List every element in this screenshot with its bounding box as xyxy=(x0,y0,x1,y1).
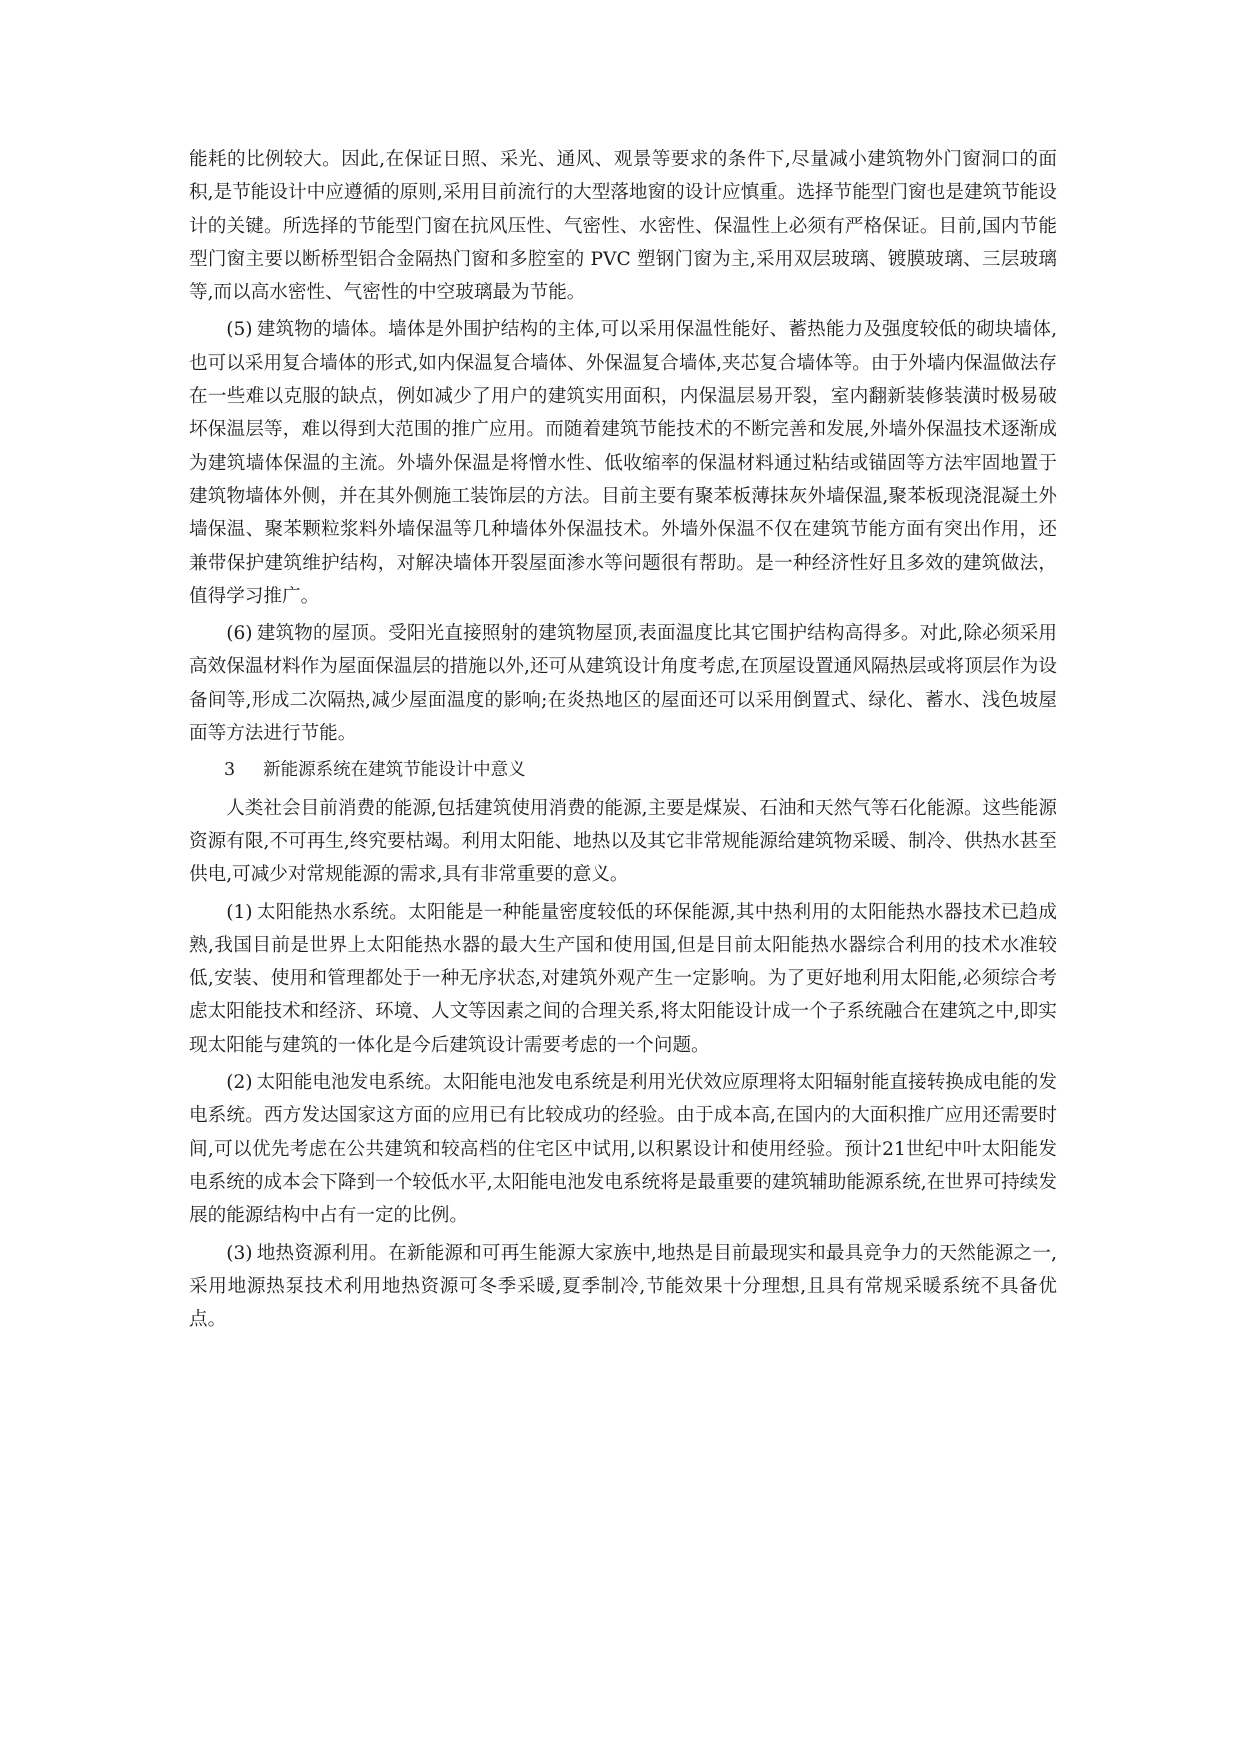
paragraph-text: 太阳能热水系统。太阳能是一种能量密度较低的环保能源,其中热利用的太阳能热水器技术已趋成熟,我国目前是世界上太阳能热水器的最大生产国和使用国,但是目前太阳能热水器综合利用的技术水准较低,安装、使用和管理都处于一种无序状态,对建筑外观产生一定影响。为了更好地利用太阳能,必须综合考虑太阳能技术和经济、环境、人文等因素之间的合理关系,将太阳能设计成一个子系统融合在建筑之中,即实现太阳能与建筑的一体化是今后建筑设计需要考虑的一个问题。 xyxy=(189,901,1057,1056)
paragraph-text: 太阳能电池发电系统。太阳能电池发电系统是利用光伏效应原理将太阳辐射能直接转换成电能的发电系统。西方发达国家这方面的应用已有比较成功的经验。由于成本高,在国内的大面积推广应用还需要时间,可以优先考虑在公共建筑和较高档的住宅区中试用,以积累设计和使用经验。预计21世纪中叶太阳能发电系统的成本会下降到一个较低水平,太阳能电池发电系统将是最重要的建筑辅助能源系统,在世界可持续发展的能源结构中占有一定的比例。 xyxy=(189,1072,1057,1227)
paragraph-text: 能耗的比例较大。因此,在保证日照、采光、通风、观景等要求的条件下,尽量减小建筑物外门窗洞口的面积,是节能设计中应遵循的原则,采用目前流行的大型落地窗的设计应慎重。选择节能型门窗也是建筑节能设计的关键。所选择的节能型门窗在抗风压性、气密性、水密性、保温性上必须有严格保证。目前,国内节能型门窗主要以断桥型铝合金隔热门窗和多腔室的 PVC 塑钢门窗为主,采用双层玻璃、镀膜玻璃、三层玻璃等,而以高水密性、气密性的中空玻璃最为节能。 xyxy=(189,149,1057,304)
paragraph-roof xyxy=(189,617,1057,750)
item-number: (3) xyxy=(226,1242,253,1264)
paragraph-text: 建筑物的墙体。墙体是外围护结构的主体,可以采用保温性能好、蓄热能力及强度较低的砌块墙体,也可以采用复合墙体的形式,如内保温复合墙体、外保温复合墙体,夹芯复合墙体等。由于外墙内保温做法存在一些难以克服的缺点，例如减少了用户的建筑实用面积，内保温层易开裂，室内翻新装修装潢时极易破坏保温层等，难以得到大范围的推广应用。而随着建筑节能技术的不断完善和发展,外墙外保温技术逐渐成为建筑墙体保温的主流。外墙外保温是将憎水性、低收缩率的保温材料通过粘结或锚固等方法牢固地置于建筑物墙体外侧，并在其外侧施工装饰层的方法。目前主要有聚苯板薄抹灰外墙保温,聚苯板现浇混凝土外墙保温、聚苯颗粒浆料外墙保温等几种墙体外保温技术。外墙外保温不仅在建筑节能方面有突出作用，还兼带保护建筑维护结构，对解决墙体开裂屋面渗水等问题很有帮助。是一种经济性好且多效的建筑做法，值得学习推广。 xyxy=(189,319,1057,607)
item-number: (1) xyxy=(226,901,253,923)
paragraph-text: 地热资源利用。在新能源和可再生能源大家族中,地热是目前最现实和最具竞争力的天然能源之一,采用地源热泵技术利用地热资源可冬季采暖,夏季制冷,节能效果十分理想,且具有常规采暖系统不具备优点。 xyxy=(189,1242,1057,1331)
section-title: 新能源系统在建筑节能设计中意义 xyxy=(263,760,526,781)
item-number: (2) xyxy=(226,1072,253,1094)
paragraph-geothermal xyxy=(189,1237,1057,1337)
section-heading xyxy=(189,754,1057,787)
paragraph-intro-new-energy xyxy=(189,792,1057,892)
paragraph-text: 建筑物的屋顶。受阳光直接照射的建筑物屋顶,表面温度比其它围护结构高得多。对此,除必须采用高效保温材料作为屋面保温层的措施以外,还可从建筑设计角度考虑,在顶屋设置通风隔热层或将顶层作为设备间等,形成二次隔热,减少屋面温度的影响;在炎热地区的屋面还可以采用倒置式、绿化、蓄水、浅色坡屋面等方法进行节能。 xyxy=(189,623,1057,745)
paragraph-wall xyxy=(189,313,1057,613)
document-body xyxy=(189,143,1057,1340)
paragraph-text: 人类社会目前消费的能源,包括建筑使用消费的能源,主要是煤炭、石油和天然气等石化能源。这些能源资源有限,不可再生,终究要枯竭。利用太阳能、地热以及其它非常规能源给建筑物采暖、制冷、供热水甚至供电,可减少对常规能源的需求,具有非常重要的意义。 xyxy=(189,797,1057,886)
paragraph-solar-pv xyxy=(189,1066,1057,1232)
paragraph-window-energy xyxy=(189,143,1057,309)
item-number: (6) xyxy=(226,623,253,645)
paragraph-solar-water xyxy=(189,896,1057,1062)
item-number: (5) xyxy=(226,319,253,341)
section-number: 3 xyxy=(224,760,236,781)
